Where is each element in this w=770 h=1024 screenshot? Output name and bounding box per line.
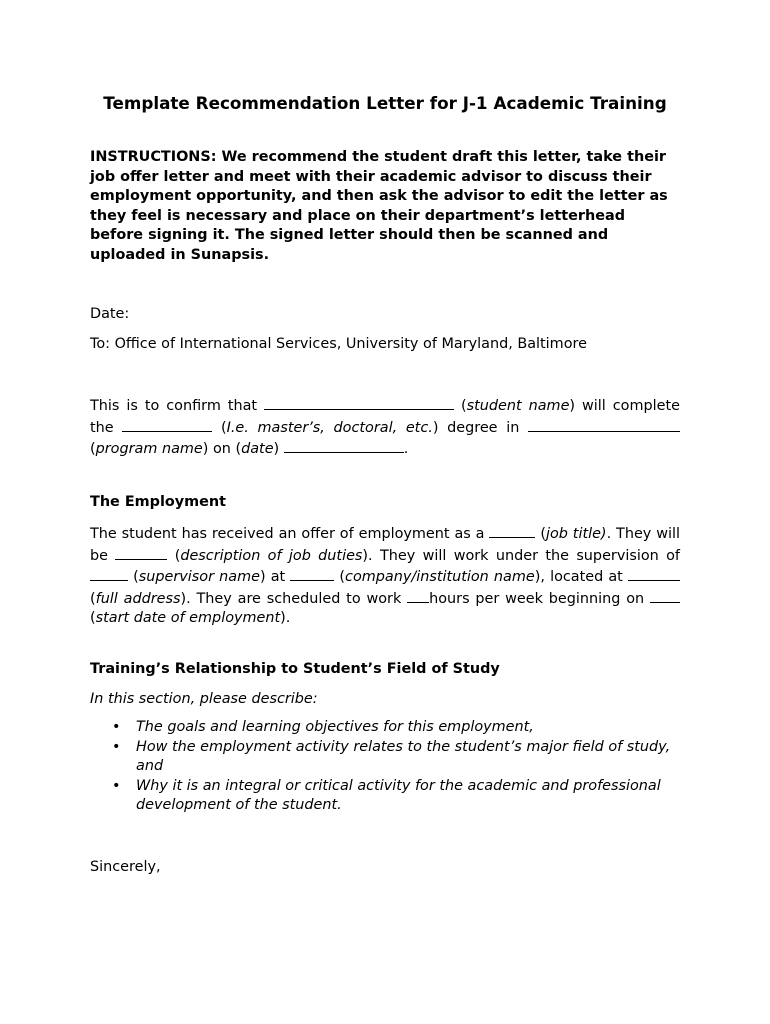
bullet-icon: •	[112, 719, 121, 735]
confirm-text-4: on (	[208, 441, 242, 457]
confirm-text-5: )	[273, 441, 280, 457]
training-heading: Training’s Relationship to Student’s Field of Study	[90, 661, 500, 677]
company-hint: company/institution name	[345, 569, 535, 585]
bullet-text: The goals and learning objectives for this employment,	[136, 719, 534, 735]
bullet-text: Why it is an integral or critical activity for the academic and professional development of the student.	[136, 777, 661, 813]
list-item	[90, 777, 680, 816]
confirm-text-2: will complete the	[90, 398, 680, 436]
supervisor-blank	[90, 566, 128, 581]
job-title-hint: job title)	[545, 526, 607, 542]
document-title: Template Recommendation Letter for J-1 Academic Training	[103, 93, 667, 113]
bullet-text: How the employment activity relates to the student’s major field of study, and	[136, 738, 671, 774]
employment-heading: The Employment	[90, 494, 227, 510]
degree-blank	[122, 417, 212, 432]
confirm-text-3: degree in	[438, 419, 528, 436]
company-blank	[290, 566, 334, 581]
employment-paragraph: The student has received an offer of employment as a (job title). They will be (description of job duties). They will work under the supervision of (supervisor name) at (company/institution name), located at (full address). They are scheduled to work hours per week beginning on (start date of employment).	[90, 523, 680, 629]
job-duties-blank	[115, 545, 167, 560]
closing: Sincerely,	[90, 859, 161, 875]
training-intro: In this section, please describe:	[90, 691, 318, 707]
instructions-paragraph: INSTRUCTIONS: We recommend the student draft this letter, take their job offer letter and meet with their academic advisor to discuss their employment opportunity, and then ask the advisor to edit the letter as they feel is necessary and place on their department’s letterhead before signing it. The signed letter should then be scanned and uploaded in Sunapsis.	[90, 149, 668, 263]
job-title-blank	[489, 523, 535, 538]
degree-hint: I.e. master’s, doctoral, etc.	[226, 419, 433, 436]
employment-text-4: ) at	[259, 569, 291, 585]
list-item	[90, 718, 680, 738]
employment-text-5: ), located at	[534, 569, 628, 585]
employment-text-1: The student has received an offer of employment as a	[90, 526, 490, 542]
employment-text-6: ). They are scheduled to work	[180, 590, 408, 607]
list-item	[90, 738, 680, 777]
hours-blank	[407, 588, 429, 603]
confirm-text-6: .	[403, 441, 409, 457]
program-name-hint: program name	[95, 441, 203, 457]
confirm-paragraph: This is to confirm that (student name) will complete the (I.e. master’s, doctoral, etc.) degree in (program name) on (date) .	[90, 395, 680, 460]
confirm-text-1: This is to confirm that	[90, 398, 265, 414]
address-blank	[628, 566, 680, 581]
student-name-hint: student name	[466, 398, 570, 414]
student-name-blank	[264, 395, 454, 410]
date-label: Date:	[90, 306, 130, 322]
training-bullet-list	[90, 718, 680, 816]
to-line: To: Office of International Services, University of Maryland, Baltimore	[90, 336, 587, 352]
job-duties-hint: description of job duties	[180, 547, 363, 564]
address-hint: full address	[95, 590, 181, 607]
employment-text-3: ). They will work under the supervision of	[362, 547, 680, 564]
start-date-hint: start date of employment	[95, 610, 281, 626]
employment-text-2: . They will be	[90, 526, 680, 564]
bullet-icon: •	[112, 738, 121, 755]
start-date-blank	[650, 588, 680, 603]
date-hint: date	[241, 441, 274, 457]
employment-text-7: hours per week beginning on	[429, 590, 650, 607]
date-blank	[284, 438, 404, 453]
employment-text-8: ).	[280, 610, 291, 626]
supervisor-hint: supervisor name	[138, 569, 260, 585]
bullet-icon: •	[112, 777, 121, 794]
program-blank	[528, 417, 680, 432]
